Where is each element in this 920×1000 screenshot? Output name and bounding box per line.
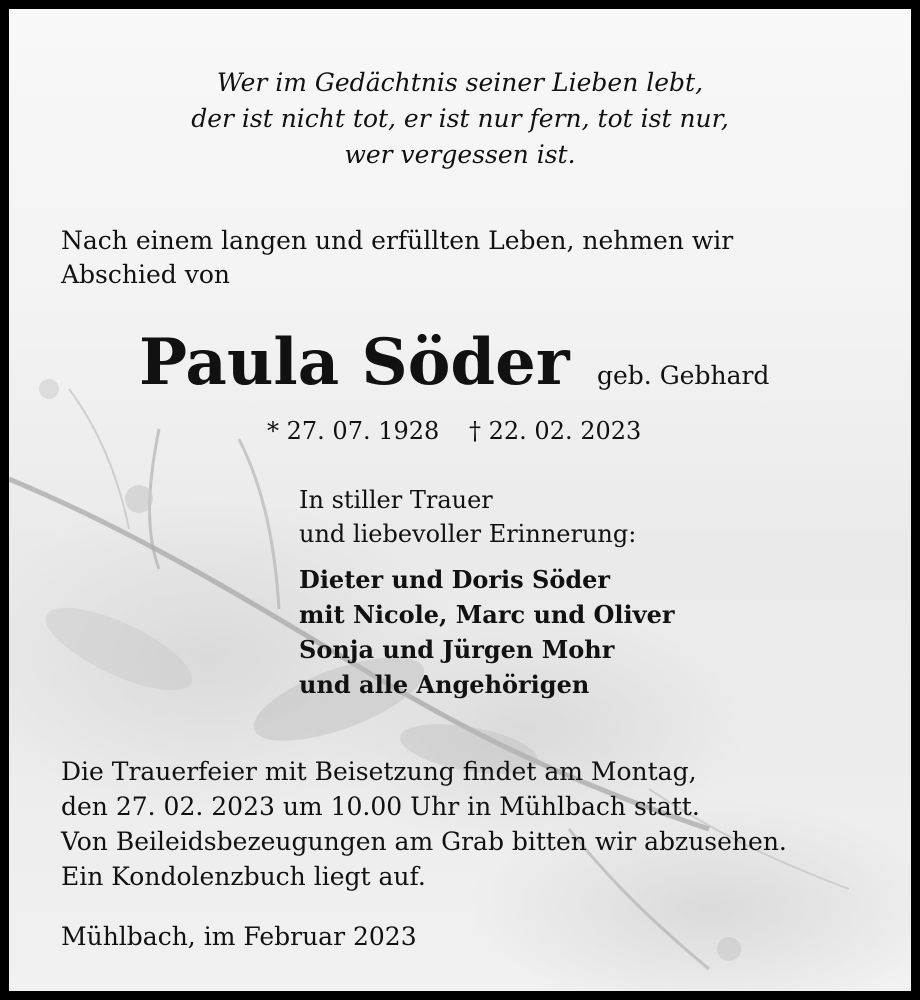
funeral-service-info [61, 754, 787, 894]
birth-date: * 27. 07. 1928 [267, 417, 440, 445]
service-line: den 27. 02. 2023 um 10.00 Uhr in Mühlbach statt. [61, 792, 700, 821]
intro-line: Nach einem langen und erfüllten Leben, nehmen wir [61, 226, 734, 255]
notice-content [9, 9, 920, 1000]
memorial-quote [9, 65, 911, 173]
mourning-line: In stiller Trauer [299, 486, 493, 514]
intro-text [61, 224, 733, 292]
quote-line: der ist nicht tot, er ist nur fern, tot ist nur, [191, 104, 729, 133]
deceased-name: Paula Söder [139, 325, 570, 400]
service-line: Die Trauerfeier mit Beisetzung findet am Montag, [61, 757, 697, 786]
quote-line: Wer im Gedächtnis seiner Lieben lebt, [216, 68, 704, 97]
family-line: und alle Angehörigen [299, 670, 590, 699]
place-and-date: Mühlbach, im Februar 2023 [61, 922, 417, 951]
family-line: mit Nicole, Marc und Oliver [299, 600, 675, 629]
mourning-text [299, 483, 636, 551]
mourning-line: und liebevoller Erinnerung: [299, 520, 637, 548]
service-line: Ein Kondolenzbuch liegt auf. [61, 862, 426, 891]
death-date: † 22. 02. 2023 [469, 417, 642, 445]
family-line: Dieter und Doris Söder [299, 565, 611, 594]
family-line: Sonja und Jürgen Mohr [299, 635, 615, 664]
service-line: Von Beileidsbezeugungen am Grab bitten wir abzusehen. [61, 827, 787, 856]
family-list [299, 562, 675, 702]
quote-line: wer vergessen ist. [344, 140, 576, 169]
maiden-name: geb. Gebhard [597, 361, 770, 390]
intro-line: Abschied von [61, 260, 231, 289]
